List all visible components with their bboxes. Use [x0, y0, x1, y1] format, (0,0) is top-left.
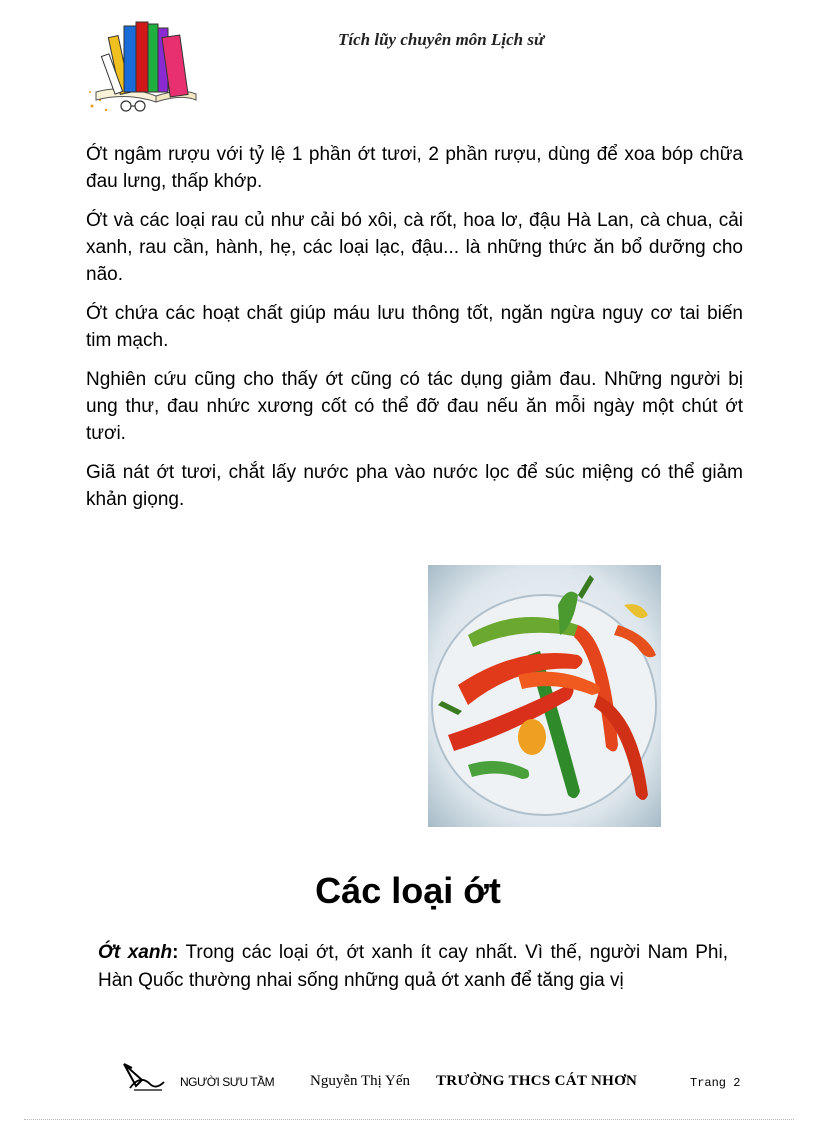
section-title: Các loại ớt: [315, 870, 501, 911]
collector-label: NGƯỜI SƯU TẦM: [180, 1075, 275, 1089]
footer-divider: [24, 1119, 794, 1120]
collector-name: Nguyễn Thị Yến: [310, 1073, 410, 1089]
page-number: Trang 2: [690, 1076, 741, 1090]
paragraph: Nghiên cứu cũng cho thấy ớt cũng có tác dụng giảm đau. Những người bị ung thư, đau nhức xương cốt có thể đỡ đau nếu ăn mỗi ngày một chút ớt tươi.: [86, 369, 743, 444]
paragraph: Giã nát ớt tươi, chắt lấy nước pha vào nước lọc để súc miệng có thể giảm khản giọng.: [86, 462, 743, 510]
lead-term: Ớt xanh: [98, 942, 173, 963]
paragraph: Ớt chứa các hoạt chất giúp máu lưu thông tốt, ngăn ngừa nguy cơ tai biến tim mạch.: [86, 303, 743, 351]
chili-peppers-photo: [428, 565, 661, 827]
school-name: TRƯỜNG THCS CÁT NHƠN: [436, 1073, 638, 1089]
page-footer: [0, 1060, 816, 1100]
books-icon: [86, 14, 206, 114]
paragraph: Ớt và các loại rau củ như cải bó xôi, cà rốt, hoa lơ, đậu Hà Lan, cà chua, cải xanh, rau cần, hành, hẹ, các loại lạc, đậu... là những thức ăn bổ dưỡng cho não.: [86, 210, 743, 285]
header-title: Tích lũy chuyên môn Lịch sử: [338, 30, 545, 49]
pen-signature-icon: [120, 1060, 166, 1094]
lead-colon: :: [172, 942, 179, 963]
lead-paragraph: [98, 939, 728, 995]
document-body: [86, 141, 743, 525]
lead-text: Trong các loại ớt, ớt xanh ít cay nhất. Vì thế, người Nam Phi, Hàn Quốc thường nhai sống những quả ớt xanh để tăng gia vị: [98, 942, 728, 991]
paragraph: Ớt ngâm rượu với tỷ lệ 1 phần ớt tươi, 2 phần rượu, dùng để xoa bóp chữa đau lưng, thấp khớp.: [86, 144, 743, 192]
